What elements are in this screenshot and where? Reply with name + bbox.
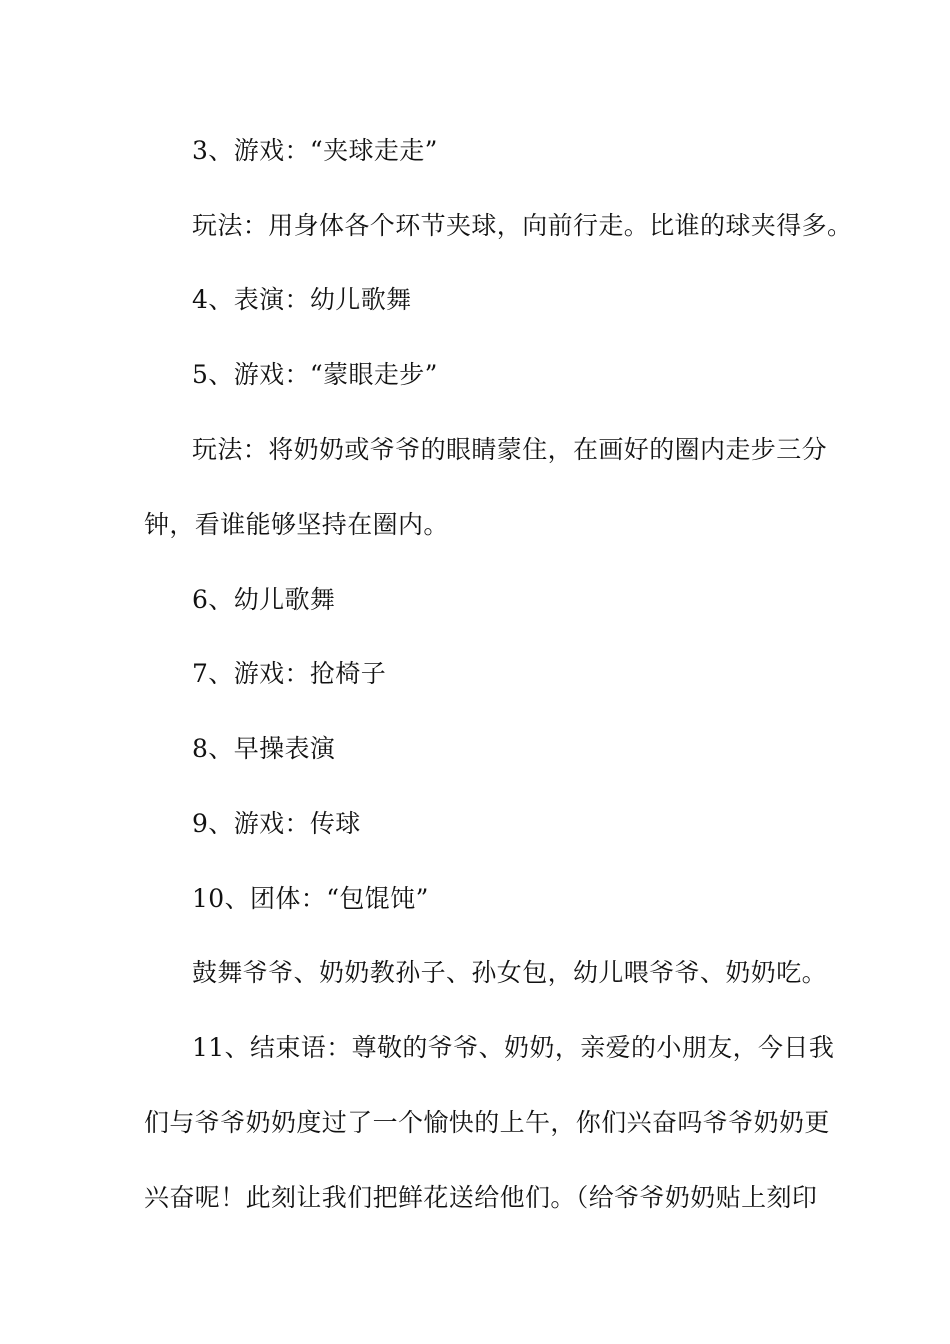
item-8-exercise: 8、早操表演 xyxy=(192,734,336,763)
item-5-rules-line-1: 玩法：将奶奶或爷爷的眼睛蒙住，在画好的圈内走步三分 xyxy=(192,435,828,464)
item-10-group: 10、团体：“包馄饨” xyxy=(192,884,429,913)
item-5-rules-line-2: 钟，看谁能够坚持在圈内。 xyxy=(144,510,449,539)
item-9-game: 9、游戏：传球 xyxy=(192,809,361,838)
item-5-game-title: 5、游戏：“蒙眼走步” xyxy=(192,360,438,389)
item-6-dance: 6、幼儿歌舞 xyxy=(192,585,336,614)
item-11-closing-line-3: 兴奋呢！此刻让我们把鲜花送给他们。（给爷爷奶奶贴上刻印 xyxy=(144,1183,818,1212)
item-3-game-title: 3、游戏：“夹球走走” xyxy=(192,136,438,165)
item-10-description: 鼓舞爷爷、奶奶教孙子、孙女包，幼儿喂爷爷、奶奶吃。 xyxy=(192,958,828,987)
item-7-game: 7、游戏：抢椅子 xyxy=(192,659,387,688)
item-11-closing-line-1: 11、结束语：尊敬的爷爷、奶奶，亲爱的小朋友，今日我 xyxy=(192,1033,835,1062)
item-4-performance: 4、表演：幼儿歌舞 xyxy=(192,285,412,314)
item-11-closing-line-2: 们与爷爷奶奶度过了一个愉快的上午，你们兴奋吗爷爷奶奶更 xyxy=(144,1108,830,1137)
item-3-rules: 玩法：用身体各个环节夹球，向前行走。比谁的球夹得多。 xyxy=(192,211,853,240)
